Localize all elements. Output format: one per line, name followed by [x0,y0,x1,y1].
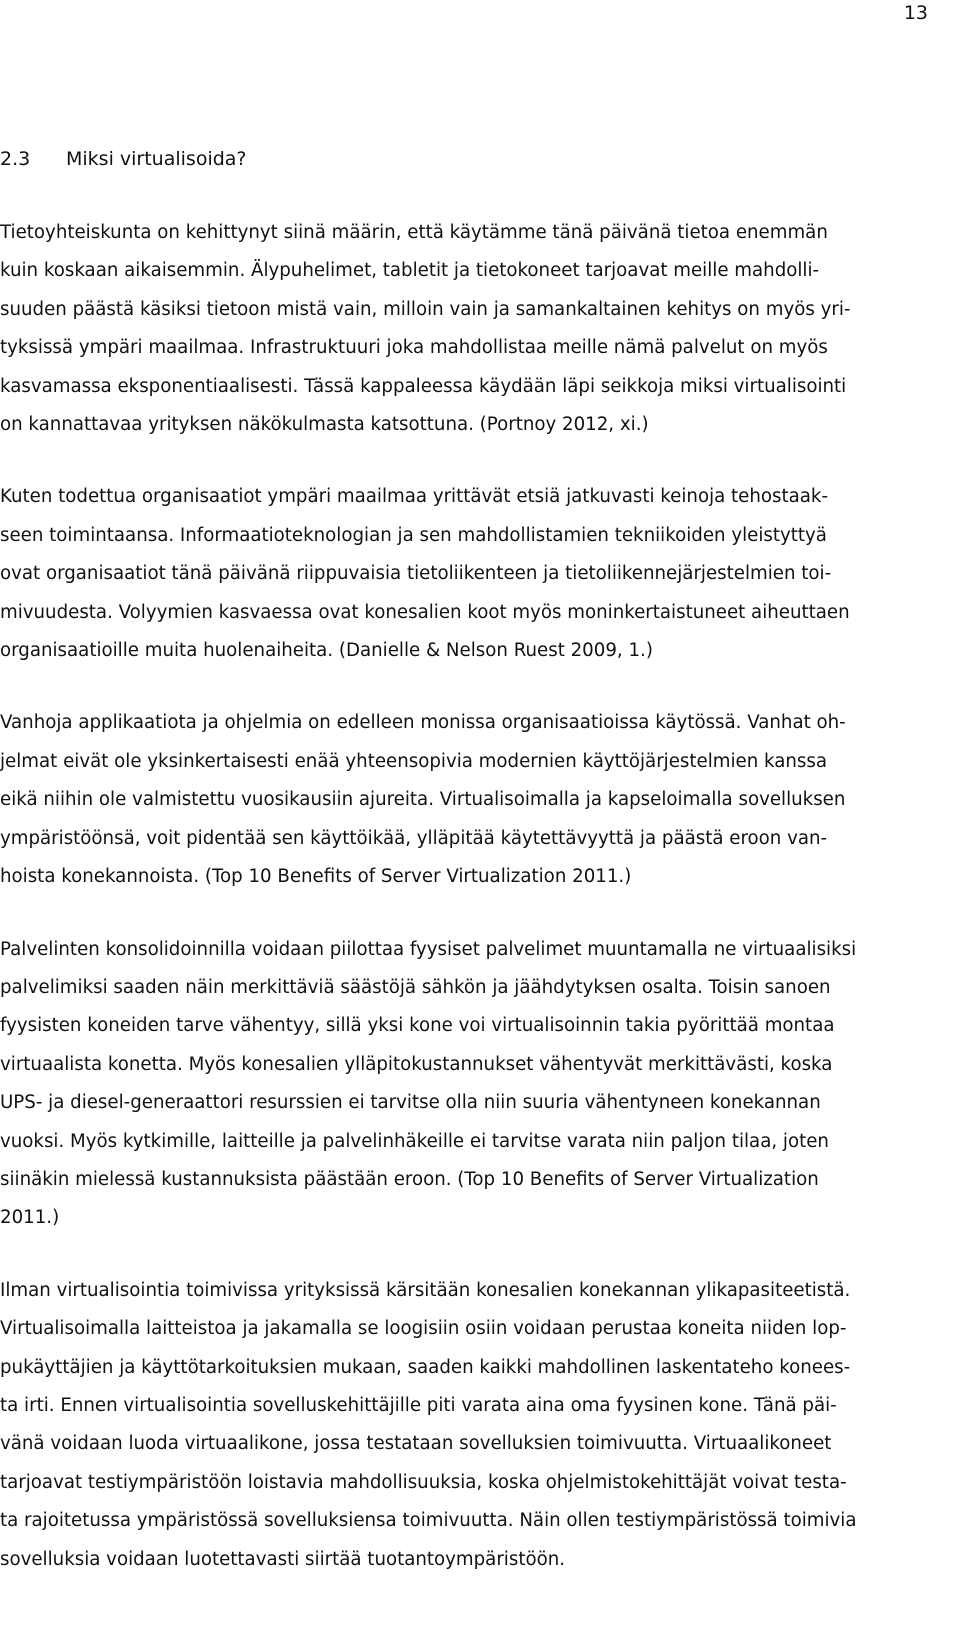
text-line: 2011.) [0,1207,60,1229]
text-line: jelmat eivät ole yksinkertaisesti enää yhteensopivia modernien käyttöjärjestelmien kanssa [0,750,828,772]
text-line: Virtualisoimalla laitteistoa ja jakamalla se loogisiin osiin voidaan perustaa koneita niiden lop- [0,1318,847,1340]
page-number: 13 [903,2,928,24]
text-line: Kuten todettua organisaatiot ympäri maailmaa yrittävät etsiä jatkuvasti keinoja tehostaak- [0,486,829,508]
text-line: eikä niihin ole valmistettu vuosikausiin ajureita. Virtualisoimalla ja kapseloimalla sovelluksen [0,789,846,811]
section-title: Miksi virtualisoida? [66,148,247,170]
text-line: pukäyttäjien ja käyttötarkoituksien mukaan, saaden kaikki mahdollinen laskentateho konees- [0,1356,851,1378]
text-line: Palvelinten konsolidoinnilla voidaan piilottaa fyysiset palvelimet muuntamalla ne virtuaalisiksi [0,938,857,960]
text-line: palvelimiksi saaden näin merkittäviä säästöjä sähkön ja jäähdytyksen osalta. Toisin sanoen [0,976,831,998]
text-line: suuden päästä käsiksi tietoon mistä vain, milloin vain ja samankaltainen kehitys on myös yri- [0,298,851,320]
text-line: ovat organisaatiot tänä päivänä riippuvaisia tietoliikenteen ja tietoliikennejärjestelmien toi- [0,563,832,585]
paragraph [0,931,928,1238]
text-line: vuoksi. Myös kytkimille, laitteille ja palvelinhäkeille ei tarvitse varata niin paljon tilaa, joten [0,1130,829,1152]
text-line: vänä voidaan luoda virtuaalikone, jossa testataan sovelluksien toimivuutta. Virtuaalikoneet [0,1433,832,1455]
text-line: UPS- ja diesel-generaattori resurssien ei tarvitse olla niin suuria vähentyneen konekannan [0,1092,821,1114]
paragraph-spacer [0,897,928,931]
paragraph [0,1272,928,1579]
paragraph [0,214,928,444]
text-line: tyksissä ympäri maailmaa. Infrastruktuuri joka mahdollistaa meille nämä palvelut on myös [0,337,828,359]
text-line: mivuudesta. Volyymien kasvaessa ovat konesalien koot myös moninkertaistuneet aiheuttaen [0,601,850,623]
text-line: Ilman virtualisointia toimivissa yrityksissä kärsitään konesalien konekannan ylikapasiteetistä. [0,1279,851,1301]
body-text [0,214,928,1579]
text-line: ta rajoitetussa ympäristössä sovelluksiensa toimivuutta. Näin ollen testiympäristössä toimivia [0,1510,857,1532]
text-line: Tietoyhteiskunta on kehittynyt siinä määrin, että käytämme tänä päivänä tietoa enemmän [0,222,828,243]
text-line: on kannattavaa yrityksen näkökulmasta katsottuna. (Portnoy 2012, xi.) [0,414,649,436]
section-heading [0,146,247,172]
text-line: kasvamassa eksponentiaalisesti. Tässä kappaleessa käydään läpi seikkoja miksi virtualisointi [0,375,847,397]
paragraph [0,704,928,896]
text-line: virtuaalista konetta. Myös konesalien ylläpitokustannukset vähentyvät merkittävästi, koska [0,1053,833,1075]
text-line: siinäkin mielessä kustannuksista päästään eroon. (Top 10 Benefits of Server Virtualization [0,1168,819,1190]
text-line: organisaatioille muita huolenaiheita. (Danielle & Nelson Ruest 2009, 1.) [0,640,653,662]
text-line: fyysisten koneiden tarve vähentyy, sillä yksi kone voi virtualisoinnin takia pyörittää montaa [0,1015,835,1037]
text-line: sovelluksia voidaan luotettavasti siirtää tuotantoympäristöön. [0,1548,566,1570]
paragraph-spacer [0,444,928,478]
section-number: 2.3 [0,148,31,170]
text-line: ta irti. Ennen virtualisointia sovelluskehittäjille piti varata aina oma fyysinen kone. Tänä päi- [0,1394,837,1416]
text-line: seen toimintaansa. Informaatioteknologian ja sen mahdollistamien tekniikoiden yleistyttyä [0,524,827,546]
paragraph [0,478,928,670]
text-line: Vanhoja applikaatiota ja ohjelmia on edelleen monissa organisaatioissa käytössä. Vanhat oh- [0,712,846,734]
text-line: tarjoavat testiympäristöön loistavia mahdollisuuksia, koska ohjelmistokehittäjät voivat testa- [0,1471,847,1493]
text-line: ympäristöönsä, voit pidentää sen käyttöikää, ylläpitää käytettävyyttä ja päästä eroon van- [0,827,828,849]
text-line: kuin koskaan aikaisemmin. Älypuhelimet, tabletit ja tietokoneet tarjoavat meille mahdolli- [0,260,820,282]
text-line: hoista konekannoista. (Top 10 Benefits of Server Virtualization 2011.) [0,866,632,888]
paragraph-spacer [0,670,928,704]
paragraph-spacer [0,1238,928,1272]
